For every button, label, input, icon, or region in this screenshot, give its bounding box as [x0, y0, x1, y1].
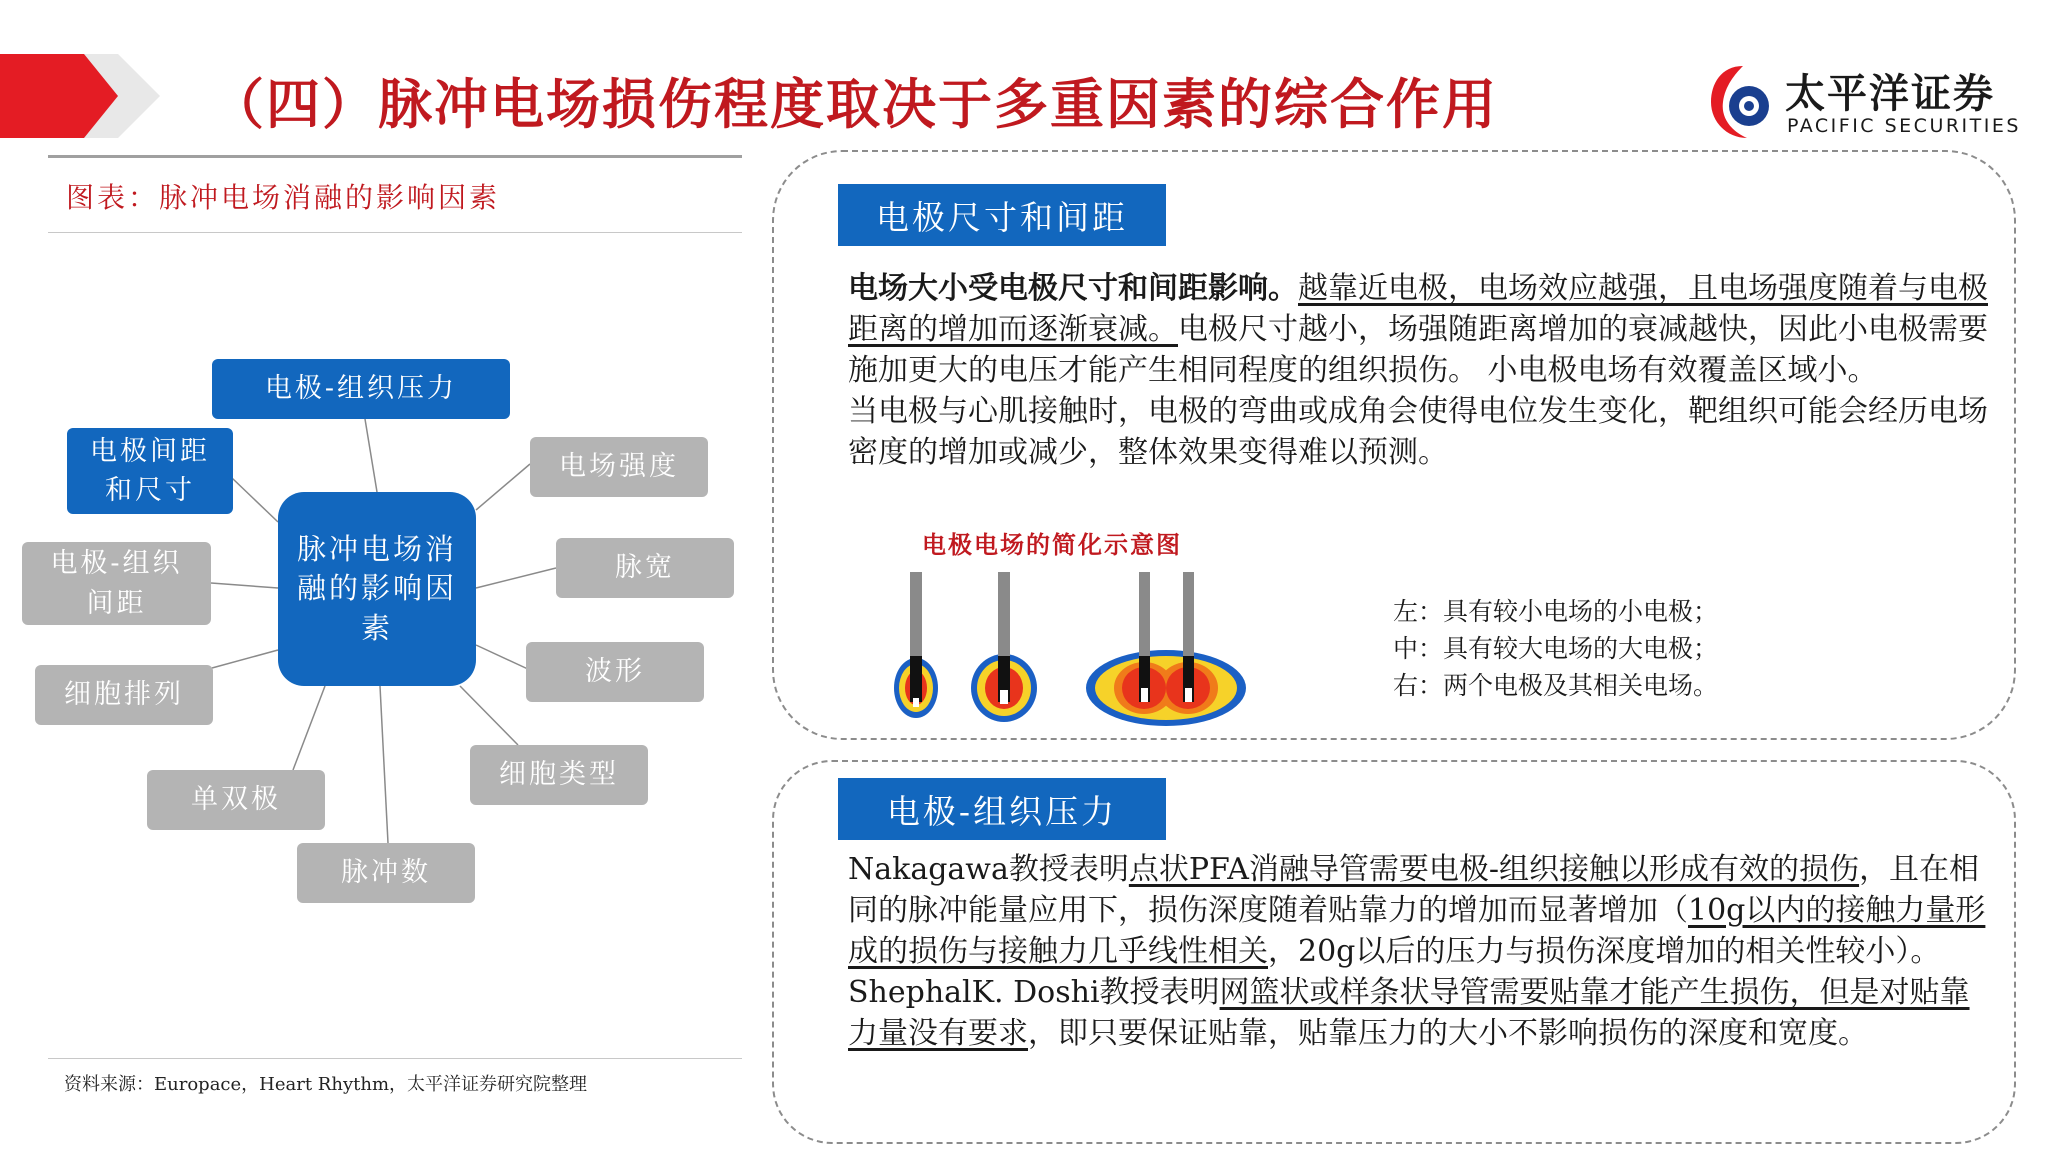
panel2-p1-underlined-2: 10g以内的接触力量形成的损伤与接触力几乎线性相关: [848, 893, 1986, 969]
panel1-paragraph-2: 当电极与心肌接触时，电极的弯曲或成角会使得电位发生变化，靶组织可能会经历电场密度的增加或减少，整体效果变得难以预测。: [848, 394, 1988, 470]
panel2-p1-middle: ，且在相同的脉冲能量应用下，损伤深度随着贴靠力的增加而显著增加（: [848, 852, 1980, 928]
factor-node-electrode-spacing-size: 电极间距和尺寸: [67, 428, 233, 514]
electrode-field-diagram: [880, 560, 1260, 730]
panel2-text: [848, 849, 1993, 1054]
panel1-text: [848, 268, 1993, 473]
dual-electrode-graphic: [1086, 572, 1246, 726]
panel2-tag: 电极-组织压力: [838, 778, 1166, 840]
factor-node-electrode-tissue-distance: 电极-组织间距: [22, 542, 211, 625]
chart-caption: 图表：脉冲电场消融的影响因素: [66, 181, 501, 214]
factor-node-cell-type: 细胞类型: [470, 745, 648, 805]
panel2-p2-underlined: 网篮状或样条状导管需要贴靠才能产生损伤，但是对贴靠力量没有要求: [848, 975, 1970, 1051]
factor-node-pulse-width: 脉宽: [556, 538, 734, 598]
logo-english-name: PACIFIC SECURITIES: [1787, 115, 2021, 137]
panel1-underlined: 越靠近电极，电场效应越强，且电场强度随着与电极距离的增加而逐渐衰减。: [848, 271, 1988, 347]
panel2-p1-end: ，20g以后的压力与损伤深度增加的相关性较小）。: [1268, 934, 1941, 969]
panel1-rest: 电极尺寸越小，场强随距离增加的衰减越快，因此小电极需要施加更大的电压才能产生相同程度的组织损伤。 小电极电场有效覆盖区域小。: [848, 312, 1988, 388]
company-logo: [1705, 60, 2035, 142]
logo-chinese-name: 太平洋证券: [1785, 71, 1995, 117]
diagram-legend: [1393, 593, 1718, 704]
factor-node-waveform: 波形: [526, 642, 704, 702]
factor-node-electrode-tissue-pressure: 电极-组织压力: [212, 359, 510, 419]
large-electrode-graphic: [971, 572, 1037, 722]
legend-right: 右：两个电极及其相关电场。: [1393, 671, 1719, 700]
panel1-paragraph-1: [848, 268, 1993, 391]
logo-emblem-icon: [1707, 60, 1779, 142]
small-electrode-graphic: [894, 572, 938, 718]
legend-left: 左：具有较小电场的小电极；: [1393, 597, 1719, 626]
factor-node-cell-arrangement: 细胞排列: [35, 665, 213, 725]
panel1-lead: 电场大小受电极尺寸和间距影响。: [848, 271, 1298, 306]
panel1-tag: 电极尺寸和间距: [838, 184, 1166, 246]
source-divider: [48, 1058, 742, 1059]
factor-node-polarity: 单双极: [147, 770, 325, 830]
factor-node-field-strength: 电场强度: [530, 437, 708, 497]
panel2-p2-end: ，即只要保证贴靠，贴靠压力的大小不影响损伤的深度和宽度。: [1028, 1016, 1868, 1051]
page-title: （四）脉冲电场损伤程度取决于多重因素的综合作用: [210, 72, 1498, 136]
panel2-paragraph-1: [848, 849, 1993, 972]
center-node: 脉冲电场消融的影响因素: [278, 492, 476, 686]
panel2-p2-intro: ShephalK. Doshi教授表明: [848, 975, 1220, 1010]
panel2-p1-underlined-1: 点状PFA消融导管需要电极-组织接触以形成有效的损伤: [1128, 852, 1860, 887]
source-note: 资料来源：Europace，Heart Rhythm，太平洋证券研究院整理: [64, 1074, 588, 1095]
panel2-p1-intro: Nakagawa教授表明: [848, 852, 1129, 887]
legend-middle: 中：具有较大电场的大电极；: [1393, 634, 1719, 663]
panel2-paragraph-2: [848, 972, 1993, 1054]
factor-node-pulse-count: 脉冲数: [297, 843, 475, 903]
diagram-title: 电极电场的简化示意图: [922, 530, 1182, 559]
